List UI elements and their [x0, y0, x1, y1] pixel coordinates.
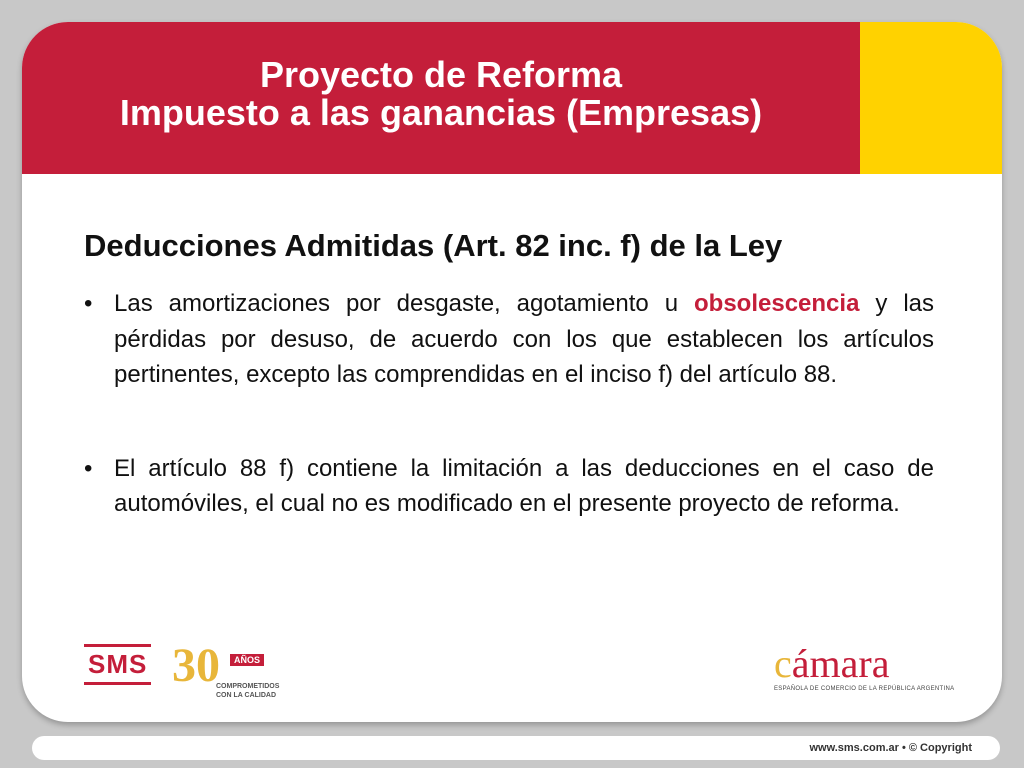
sms-logo-text: SMS: [84, 644, 151, 685]
camara-logo: [774, 641, 974, 692]
anniversary-tagline: COMPROMETIDOS CON LA CALIDAD: [216, 683, 280, 699]
anniversary-years-badge: AÑOS: [230, 654, 264, 666]
bullet-2-text: El artículo 88 f) contiene la limitación a las deducciones en el caso de automóviles, el cual no es modificado en el presente proyecto de reforma.: [114, 454, 934, 517]
camara-subtitle: ESPAÑOLA DE COMERCIO DE LA REPÚBLICA ARGENTINA: [774, 686, 955, 692]
title-line-2: Impuesto a las ganancias (Empresas): [119, 92, 763, 133]
camara-c-letter: c: [774, 641, 792, 686]
bullet-marker: •: [84, 454, 93, 482]
title-line-1: Proyecto de Reforma: [259, 54, 623, 95]
bullet-list: [84, 286, 934, 522]
bullet-marker: •: [84, 290, 93, 317]
footer-copyright: www.sms.com.ar • © Copyright: [809, 742, 972, 754]
footer-bar: [32, 736, 1000, 760]
sms-logo: [84, 644, 151, 685]
bullet-item: [84, 286, 934, 393]
anniversary-number: 30: [172, 639, 220, 692]
bullet-1-text-after: y las pérdidas por desuso, de acuerdo con los que establecen los artículos pertinentes, excepto las comprendidas en el inciso f) del artículo 88.: [114, 290, 934, 388]
slide: [22, 22, 1002, 722]
camara-wordmark: [774, 641, 974, 686]
header-accent: [860, 22, 1002, 174]
section-title: Deducciones Admitidas (Art. 82 inc. f) de la Ley: [84, 228, 783, 263]
bullet-1-text-before: Las amortizaciones por desgaste, agotamiento u: [114, 290, 694, 317]
camara-word-rest: ámara: [791, 641, 890, 686]
bullet-1-highlight: obsolescencia: [694, 290, 860, 317]
slide-title: [22, 56, 860, 132]
anniversary-logo: [172, 639, 282, 706]
bullet-item: [84, 451, 934, 522]
